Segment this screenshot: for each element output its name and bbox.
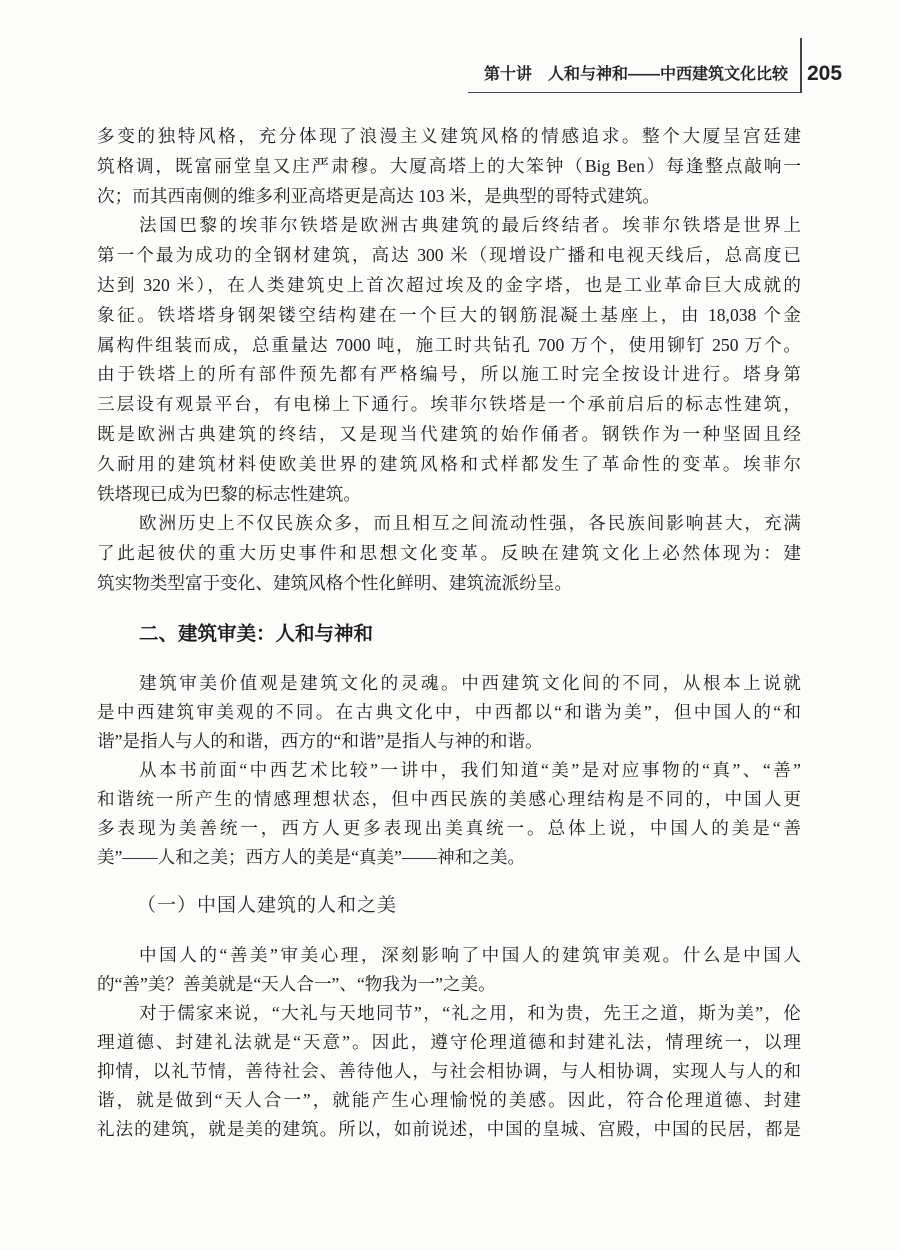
header-divider	[800, 38, 802, 93]
text-line: 从本书前面“中西艺术比较”一讲中，我们知道“美”是对应事物的“真”、“善”	[139, 760, 801, 780]
text-line: 是中西建筑审美观的不同。在古典文化中，中西都以“和谐为美”，但中国人的“和	[97, 702, 801, 722]
text-line: 和谐统一所产生的情感理想状态，但中西民族的美感心理结构是不同的，中国人更	[97, 789, 801, 809]
text-line: 的“善”美？善美就是“天人合一”、“物我为一”之美。	[97, 974, 496, 994]
header-rule	[468, 92, 800, 93]
text-line: 谐，就是做到“天人合一”，就能产生心理愉悦的美感。因此，符合伦理道德、封建	[97, 1090, 801, 1110]
text-line: 建筑审美价值观是建筑文化的灵魂。中西建筑文化间的不同，从根本上说就	[139, 673, 801, 693]
page-number: 205	[807, 62, 843, 85]
text-line: 中国人的“善美”审美心理，深刻影响了中国人的建筑审美观。什么是中国人	[139, 945, 801, 965]
text-line: 铁塔现已成为巴黎的标志性建筑。	[97, 483, 361, 504]
text-line: 理道德、封建礼法就是“天意”。因此，遵守伦理道德和封建礼法，情理统一，以理	[97, 1032, 801, 1052]
text-line: 象征。铁塔塔身钢架镂空结构建在一个巨大的钢筋混凝土基座上，由 18,038 个金	[97, 304, 801, 325]
paragraph	[97, 756, 801, 872]
body-text-section	[97, 669, 801, 872]
paragraph	[97, 509, 801, 598]
running-head	[0, 0, 900, 100]
text-line: 对于儒家来说，“大礼与天地同节”，“礼之用，和为贵，先王之道，斯为美”，伦	[139, 1003, 801, 1023]
text-line: 多表现为美善统一，西方人更多表现出美真统一。总体上说，中国人的美是“善	[97, 818, 801, 838]
paragraph	[97, 211, 801, 509]
running-head-title: 第十讲 人和与神和——中西建筑文化比较	[483, 66, 788, 83]
text-line: 礼法的建筑，就是美的建筑。所以，如前说述，中国的皇城、宫殿，中国的民居，都是	[97, 1119, 801, 1139]
text-line: 第一个最为成功的全钢材建筑，高达 300 米（现增设广播和电视天线后，总高度已	[97, 245, 801, 266]
text-line: 属构件组装而成，总重量达 7000 吨，施工时共钻孔 700 万个，使用铆钉 250 万个。	[97, 334, 801, 355]
text-line: 久耐用的建筑材料使欧美世界的建筑风格和式样都发生了革命性的变革。埃菲尔	[97, 453, 801, 474]
subsection-heading: （一）中国人建筑的人和之美	[137, 895, 398, 916]
paragraph	[97, 122, 801, 211]
text-line: 多变的独特风格，充分体现了浪漫主义建筑风格的情感追求。整个大厦呈宫廷建	[97, 126, 801, 146]
paragraph	[97, 941, 801, 999]
text-line: 谐”是指人与人的和谐，西方的“和谐”是指人与神的和谐。	[97, 731, 543, 751]
body-text-subsection	[97, 941, 801, 1144]
text-line: 三层设有观景平台，有电梯上下通行。埃菲尔铁塔是一个承前启后的标志性建筑，	[97, 394, 801, 415]
text-line: 抑情，以礼节情，善待社会、善待他人，与社会相协调，与人相协调，实现人与人的和	[97, 1061, 801, 1081]
text-line: 达到 320 米），在人类建筑史上首次超过埃及的金字塔，也是工业革命巨大成就的	[97, 274, 801, 295]
text-line: 由于铁塔上的所有部件预先都有严格编号，所以施工时完全按设计进行。塔身第	[97, 364, 801, 385]
text-line: 既是欧洲古典建筑的终结，又是现当代建筑的始作俑者。钢铁作为一种坚固且经	[97, 423, 801, 444]
text-line: 法国巴黎的埃菲尔铁塔是欧洲古典建筑的最后终结者。埃菲尔铁塔是世界上	[139, 215, 801, 236]
paragraph	[97, 669, 801, 756]
text-line: 筑实物类型富于变化、建筑风格个性化鲜明、建筑流派纷呈。	[97, 572, 573, 593]
text-line: 次；而其西南侧的维多利亚高塔更是高达 103 米，是典型的哥特式建筑。	[97, 185, 661, 206]
text-line: 了此起彼伏的重大历史事件和思想文化变革。反映在建筑文化上必然体现为：建	[97, 543, 801, 564]
text-line: 欧洲历史上不仅民族众多，而且相互之间流动性强，各民族间影响甚大，充满	[139, 513, 801, 534]
body-text-intro	[97, 122, 801, 599]
paragraph	[97, 999, 801, 1144]
text-line: 美”——人和之美；西方人的美是“真美”——神和之美。	[97, 847, 526, 867]
text-line: 筑格调，既富丽堂皇又庄严肃穆。大厦高塔上的大笨钟（Big Ben）每逢整点敲响一	[97, 155, 801, 176]
section-heading: 二、建筑审美：人和与神和	[139, 623, 374, 645]
